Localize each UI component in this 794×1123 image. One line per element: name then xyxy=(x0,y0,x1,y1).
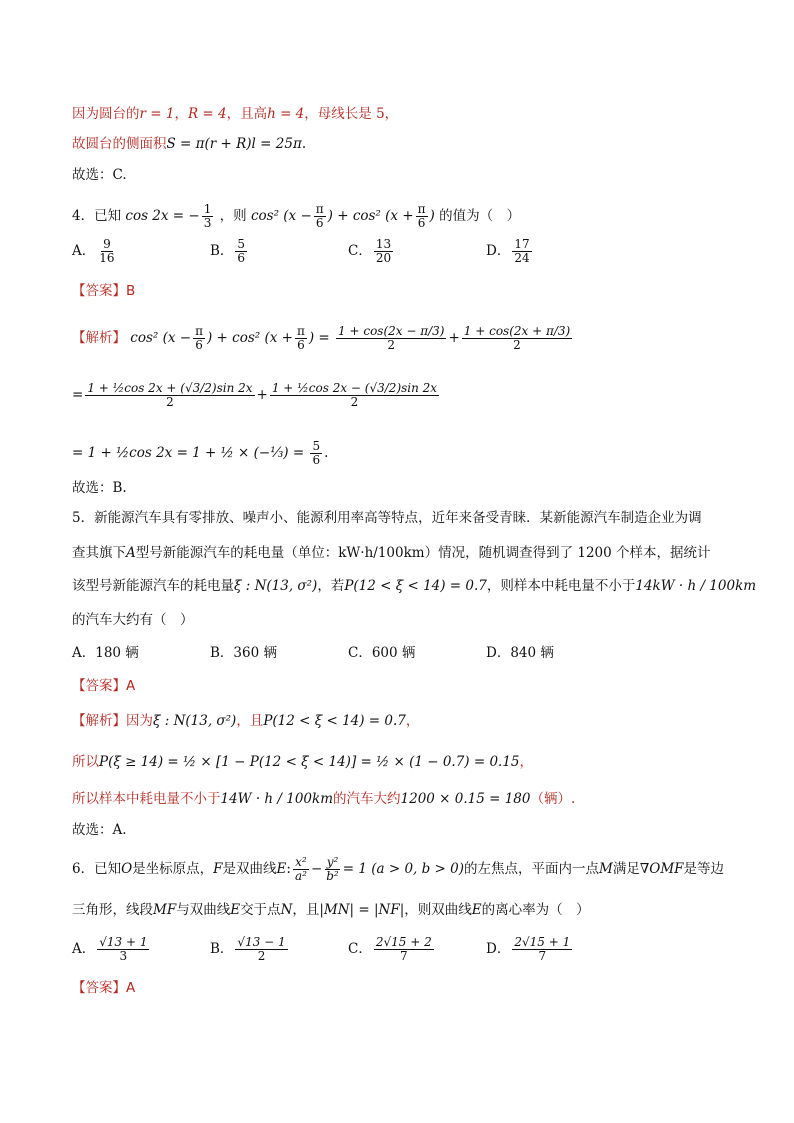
fraction xyxy=(324,856,341,883)
denominator: 2 xyxy=(257,949,266,964)
math: P(ξ ≥ 14) = ½ × [1 − P(12 < ξ < 14)] = ½ × (1 − 0.7) = 0.15 xyxy=(99,754,520,770)
numerator: π xyxy=(195,324,203,338)
fraction xyxy=(462,325,572,352)
fraction xyxy=(512,936,572,963)
text: ，则双曲线 xyxy=(404,902,472,918)
q5-analysis-2 xyxy=(72,752,533,772)
equals: = xyxy=(72,387,84,404)
text: 的左焦点，平面内一点 xyxy=(464,861,600,878)
plus: + xyxy=(448,330,460,347)
fraction xyxy=(310,440,322,467)
denominator: b² xyxy=(326,869,339,884)
math: E xyxy=(230,902,241,918)
denominator: 6 xyxy=(195,338,203,353)
numerator: π xyxy=(417,202,426,216)
text: 的汽车大约 xyxy=(333,791,401,807)
denominator: 20 xyxy=(375,251,392,266)
numerator: 17 xyxy=(514,237,530,251)
math: 14W · h / 100km xyxy=(220,791,334,807)
math: P(12 < ξ < 14) = 0.7 xyxy=(344,578,487,594)
q5-stem-2 xyxy=(72,543,711,563)
q4-stem xyxy=(72,203,520,230)
q6-option-b xyxy=(210,936,348,963)
denominator: 24 xyxy=(514,251,530,266)
q5-options xyxy=(72,643,624,663)
numerator: 13 xyxy=(375,237,392,251)
numerator: 2√15 + 2 xyxy=(375,935,432,949)
denominator: 3 xyxy=(203,216,212,231)
fraction xyxy=(202,203,214,230)
math: E xyxy=(276,861,287,878)
fraction xyxy=(374,238,393,265)
text: 是等边 xyxy=(683,861,725,878)
text: 故圆台的侧面积 xyxy=(72,136,167,152)
q6-option-d xyxy=(486,936,624,963)
fraction xyxy=(314,203,326,230)
math: ∇OMF xyxy=(639,861,684,878)
numerator: x² xyxy=(295,855,307,869)
math: S = π(r + R)l = 25π xyxy=(166,136,302,152)
numerator: √13 − 1 xyxy=(237,935,286,949)
plus: + xyxy=(256,387,268,404)
math: = 1 (a > 0, b > 0) xyxy=(342,861,465,878)
label: D． xyxy=(486,243,511,260)
q4-option-c xyxy=(348,238,486,265)
math: MF xyxy=(153,902,177,918)
numerator: 1 + ½cos 2x − (√3/2)sin 2x xyxy=(271,381,438,395)
denominator: 7 xyxy=(538,949,547,964)
label: C． xyxy=(348,941,372,958)
math: A xyxy=(126,545,136,561)
math: ) + cos² (x + xyxy=(327,208,414,225)
text: ，且 xyxy=(292,902,320,918)
text: ，且高 xyxy=(226,106,268,122)
q4-options xyxy=(72,238,624,265)
analysis-label: 【解析】 xyxy=(72,330,126,347)
fraction xyxy=(293,856,309,883)
fraction xyxy=(416,203,428,230)
q5-analysis-1 xyxy=(72,711,419,731)
text: : xyxy=(286,861,291,878)
numerator: π xyxy=(296,324,305,338)
math: O xyxy=(121,861,133,878)
q6-option-c xyxy=(348,936,486,963)
q4-option-b xyxy=(210,238,348,265)
text: ，则样本中耗电量不小于 xyxy=(486,578,636,594)
numerator: 2√15 + 1 xyxy=(514,935,571,949)
numerator: π xyxy=(315,202,324,216)
denominator: 2 xyxy=(166,395,174,410)
text: ，则 xyxy=(219,208,247,225)
math: ξ : N(13, σ²) xyxy=(234,578,318,594)
q5-stem-3 xyxy=(72,576,756,596)
text: 因为 xyxy=(126,713,153,729)
label: B． xyxy=(210,941,234,958)
math: ) xyxy=(429,208,435,225)
fraction xyxy=(235,238,247,265)
fraction xyxy=(193,325,205,352)
numerator: 1 + ½cos 2x + (√3/2)sin 2x xyxy=(87,381,253,395)
denominator: 2 xyxy=(387,338,396,353)
label: A． xyxy=(72,941,96,958)
math: P(12 < ξ < 14) = 0.7 xyxy=(263,713,406,729)
text: 与双曲线 xyxy=(176,902,231,918)
label: D． xyxy=(486,941,511,958)
q3-line-2 xyxy=(72,134,306,154)
text: . xyxy=(301,136,307,152)
math: E xyxy=(471,902,482,918)
text: ，且 xyxy=(236,713,264,729)
math: = 1 + ½cos 2x = 1 + ½ × (−⅓) = xyxy=(72,445,309,462)
q5-stem-1: 5．新能源汽车具有零排放、噪声小、能源利用率高等特点，近年来备受青睐．某新能源汽车制造企业为调 xyxy=(72,510,702,526)
text: 的值为（ ） xyxy=(439,208,521,225)
math: r = 1 xyxy=(139,106,175,122)
fraction xyxy=(235,936,287,963)
q5-option-c: C．600 辆 xyxy=(348,645,416,661)
numerator: 5 xyxy=(237,237,246,251)
fraction xyxy=(97,238,116,265)
fraction xyxy=(295,325,307,352)
label: C． xyxy=(348,243,372,260)
q4-option-d xyxy=(486,238,624,265)
text: 6．已知 xyxy=(72,861,122,878)
denominator: 2 xyxy=(513,338,521,353)
fraction xyxy=(374,936,434,963)
math: 1200 × 0.15 = 180 xyxy=(400,791,531,807)
text: . xyxy=(324,445,329,462)
text: 满足 xyxy=(612,861,640,878)
denominator: 3 xyxy=(119,949,128,964)
math: 14kW · h / 100km xyxy=(635,578,757,594)
q5-stem-4: 的汽车大约有（ ） xyxy=(72,612,194,628)
math: |MN| = |NF| xyxy=(319,902,405,918)
q3-choose: 故选：C. xyxy=(72,167,127,183)
numerator: 1 + cos(2x − π/3) xyxy=(338,324,445,338)
text: ，母线长是 5， xyxy=(304,106,399,122)
text: 查其旗下 xyxy=(72,545,126,561)
q4-analysis-2 xyxy=(72,382,441,409)
text: 该型号新能源汽车的耗电量 xyxy=(72,578,234,594)
fraction xyxy=(85,382,254,409)
numerator: 1 + cos(2x + π/3) xyxy=(463,324,571,338)
text: 4．已知 xyxy=(72,208,122,225)
math: F xyxy=(213,861,223,878)
denominator: 6 xyxy=(315,216,324,231)
denominator: 7 xyxy=(399,949,408,964)
denominator: a² xyxy=(294,869,307,884)
q5-analysis-3 xyxy=(72,789,575,809)
numerator: √13 + 1 xyxy=(99,935,148,949)
math: R = 4 xyxy=(187,106,227,122)
denominator: 6 xyxy=(237,251,246,266)
q6-option-a xyxy=(72,936,210,963)
q4-choose: 故选：B. xyxy=(72,480,127,496)
q5-option-b: B．360 辆 xyxy=(210,645,277,661)
q4-answer: 【答案】B xyxy=(72,283,136,299)
numerator: y² xyxy=(326,855,339,869)
minus: − xyxy=(310,861,323,878)
denominator: 6 xyxy=(312,453,321,468)
math: cos 2x = − xyxy=(125,208,200,225)
numerator: 9 xyxy=(103,237,111,251)
text: （辆）. xyxy=(530,791,576,807)
text: ， xyxy=(519,754,534,770)
text: 是双曲线 xyxy=(222,861,277,878)
q6-options xyxy=(72,936,624,963)
text: 交于点 xyxy=(240,902,281,918)
denominator: 6 xyxy=(417,216,426,231)
q6-stem-2 xyxy=(72,900,590,920)
text: 所以样本中耗电量不小于 xyxy=(72,791,221,807)
analysis-label: 【解析】 xyxy=(72,713,126,729)
text: ， xyxy=(405,713,420,729)
q6-answer: 【答案】A xyxy=(72,980,136,996)
q6-stem-1 xyxy=(72,856,724,883)
fraction xyxy=(270,382,439,409)
text: 的离心率为（ ） xyxy=(481,902,590,918)
denominator: 2 xyxy=(350,395,359,410)
numerator: 5 xyxy=(312,439,321,453)
denominator: 6 xyxy=(297,338,305,353)
q3-line-1 xyxy=(72,104,398,124)
q5-option-a: A．180 辆 xyxy=(72,645,139,661)
math: M xyxy=(599,861,613,878)
math: ) = xyxy=(308,330,330,347)
math: ξ : N(13, σ²) xyxy=(153,713,237,729)
numerator: 1 xyxy=(203,202,212,216)
q5-choose: 故选：A. xyxy=(72,822,127,838)
denominator: 16 xyxy=(99,251,115,266)
text: 因为圆台的 xyxy=(72,106,140,122)
text: 所以 xyxy=(72,754,99,770)
q5-answer: 【答案】A xyxy=(72,678,136,694)
label: B． xyxy=(210,243,234,260)
text: 型号新能源汽车的耗电量（单位：kW·h/100km）情况，随机调查得到了 1200 个样本，据统计 xyxy=(135,545,711,561)
fraction xyxy=(97,936,149,963)
math: h = 4 xyxy=(267,106,305,122)
label: A． xyxy=(72,243,96,260)
q5-option-d: D．840 辆 xyxy=(486,645,554,661)
math: N xyxy=(280,902,293,918)
text: 三角形，线段 xyxy=(72,902,153,918)
text: ，若 xyxy=(317,578,345,594)
math: cos² (x − xyxy=(130,330,192,347)
q4-analysis-1 xyxy=(72,325,574,352)
math: ) + cos² (x + xyxy=(207,330,293,347)
q4-analysis-3 xyxy=(72,440,328,467)
fraction xyxy=(336,325,446,352)
text: 是坐标原点， xyxy=(132,861,214,878)
q4-option-a xyxy=(72,238,210,265)
fraction xyxy=(512,238,531,265)
math: cos² (x − xyxy=(250,208,312,225)
text: ， xyxy=(174,106,188,122)
